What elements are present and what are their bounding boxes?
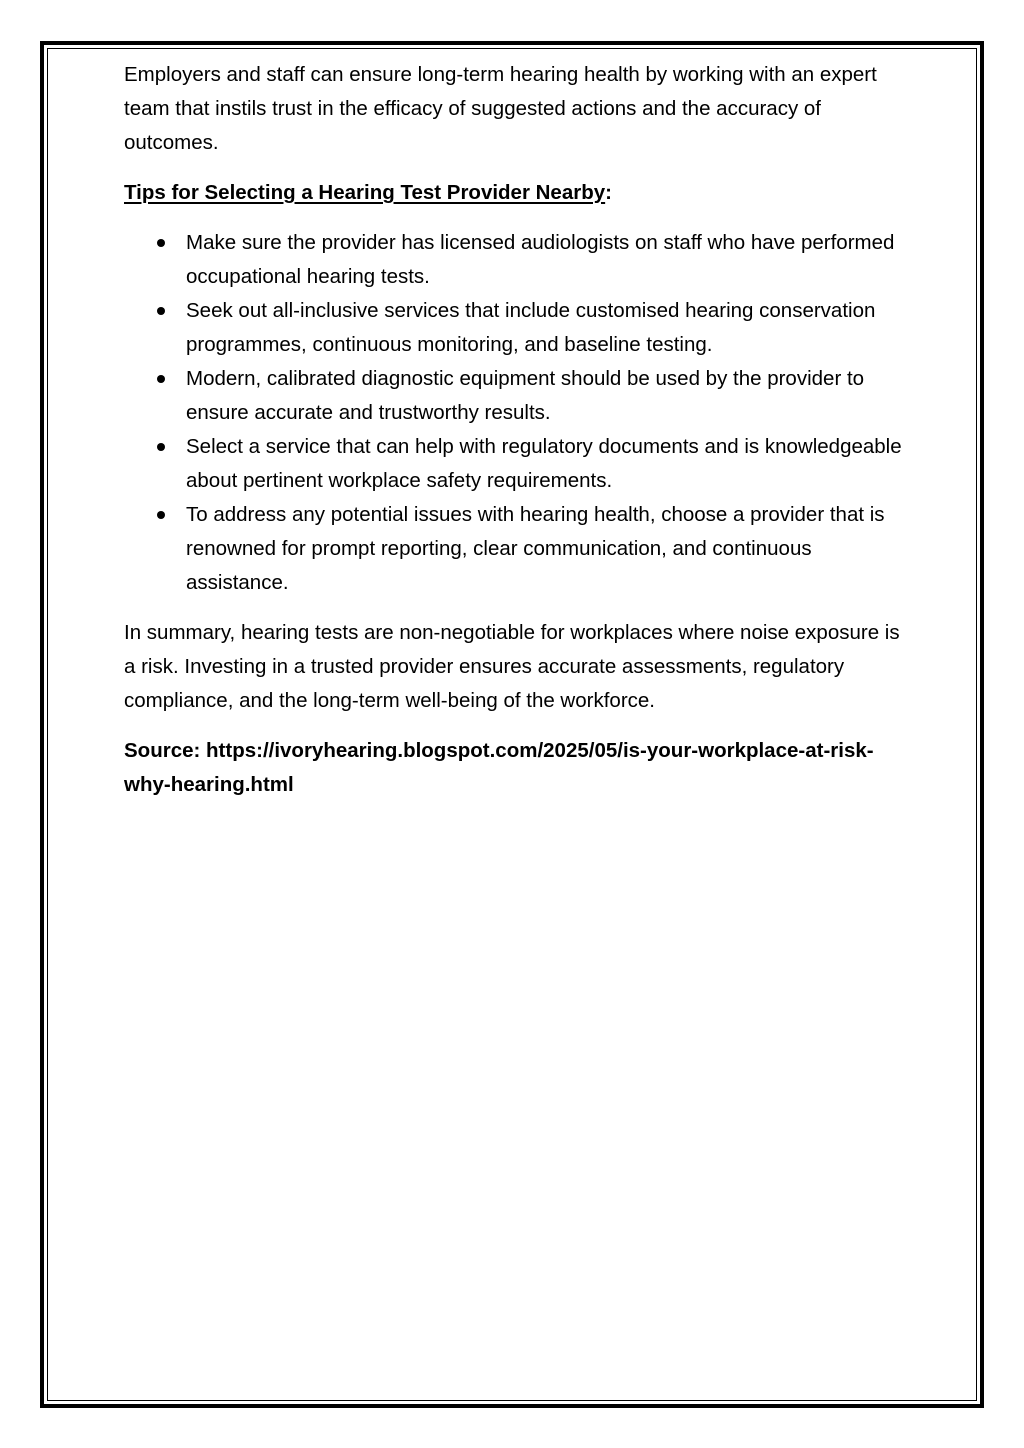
source-line: Source: https://ivoryhearing.blogspot.com/2025/05/is-your-workplace-at-risk-why-hearing.html: [124, 739, 874, 796]
tip-text: Seek out all-inclusive services that include customised hearing conservation programmes, continuous monitoring, and baseline testing.: [186, 299, 876, 356]
bullet-icon: [157, 307, 165, 315]
list-item: [124, 498, 904, 600]
list-item: [124, 362, 904, 430]
bullet-icon: [157, 239, 165, 247]
document-body: [124, 58, 904, 802]
tips-heading-colon: :: [605, 181, 612, 204]
tip-text: Modern, calibrated diagnostic equipment should be used by the provider to ensure accurate and trustworthy results.: [186, 367, 865, 424]
list-item: [124, 294, 904, 362]
bullet-icon: [157, 375, 165, 383]
tip-text: Make sure the provider has licensed audiologists on staff who have performed occupational hearing tests.: [186, 231, 895, 288]
bullet-icon: [157, 443, 165, 451]
list-item: [124, 226, 904, 294]
tip-text: To address any potential issues with hearing health, choose a provider that is renowned for prompt reporting, clear communication, and continuous assistance.: [186, 503, 885, 594]
tips-heading-text: Tips for Selecting a Hearing Test Provider Nearby: [124, 181, 606, 204]
list-item: [124, 430, 904, 498]
tip-text: Select a service that can help with regulatory documents and is knowledgeable about pertinent workplace safety requirements.: [186, 435, 902, 492]
summary-paragraph: In summary, hearing tests are non-negotiable for workplaces where noise exposure is a risk. Investing in a trusted provider ensures accurate assessments, regulatory compliance, and the long-term well-being of the workforce.: [124, 621, 900, 712]
intro-paragraph: Employers and staff can ensure long-term hearing health by working with an expert team that instils trust in the efficacy of suggested actions and the accuracy of outcomes.: [124, 63, 877, 154]
bullet-icon: [157, 511, 165, 519]
tips-list: [124, 226, 904, 600]
tips-heading: [124, 176, 904, 210]
